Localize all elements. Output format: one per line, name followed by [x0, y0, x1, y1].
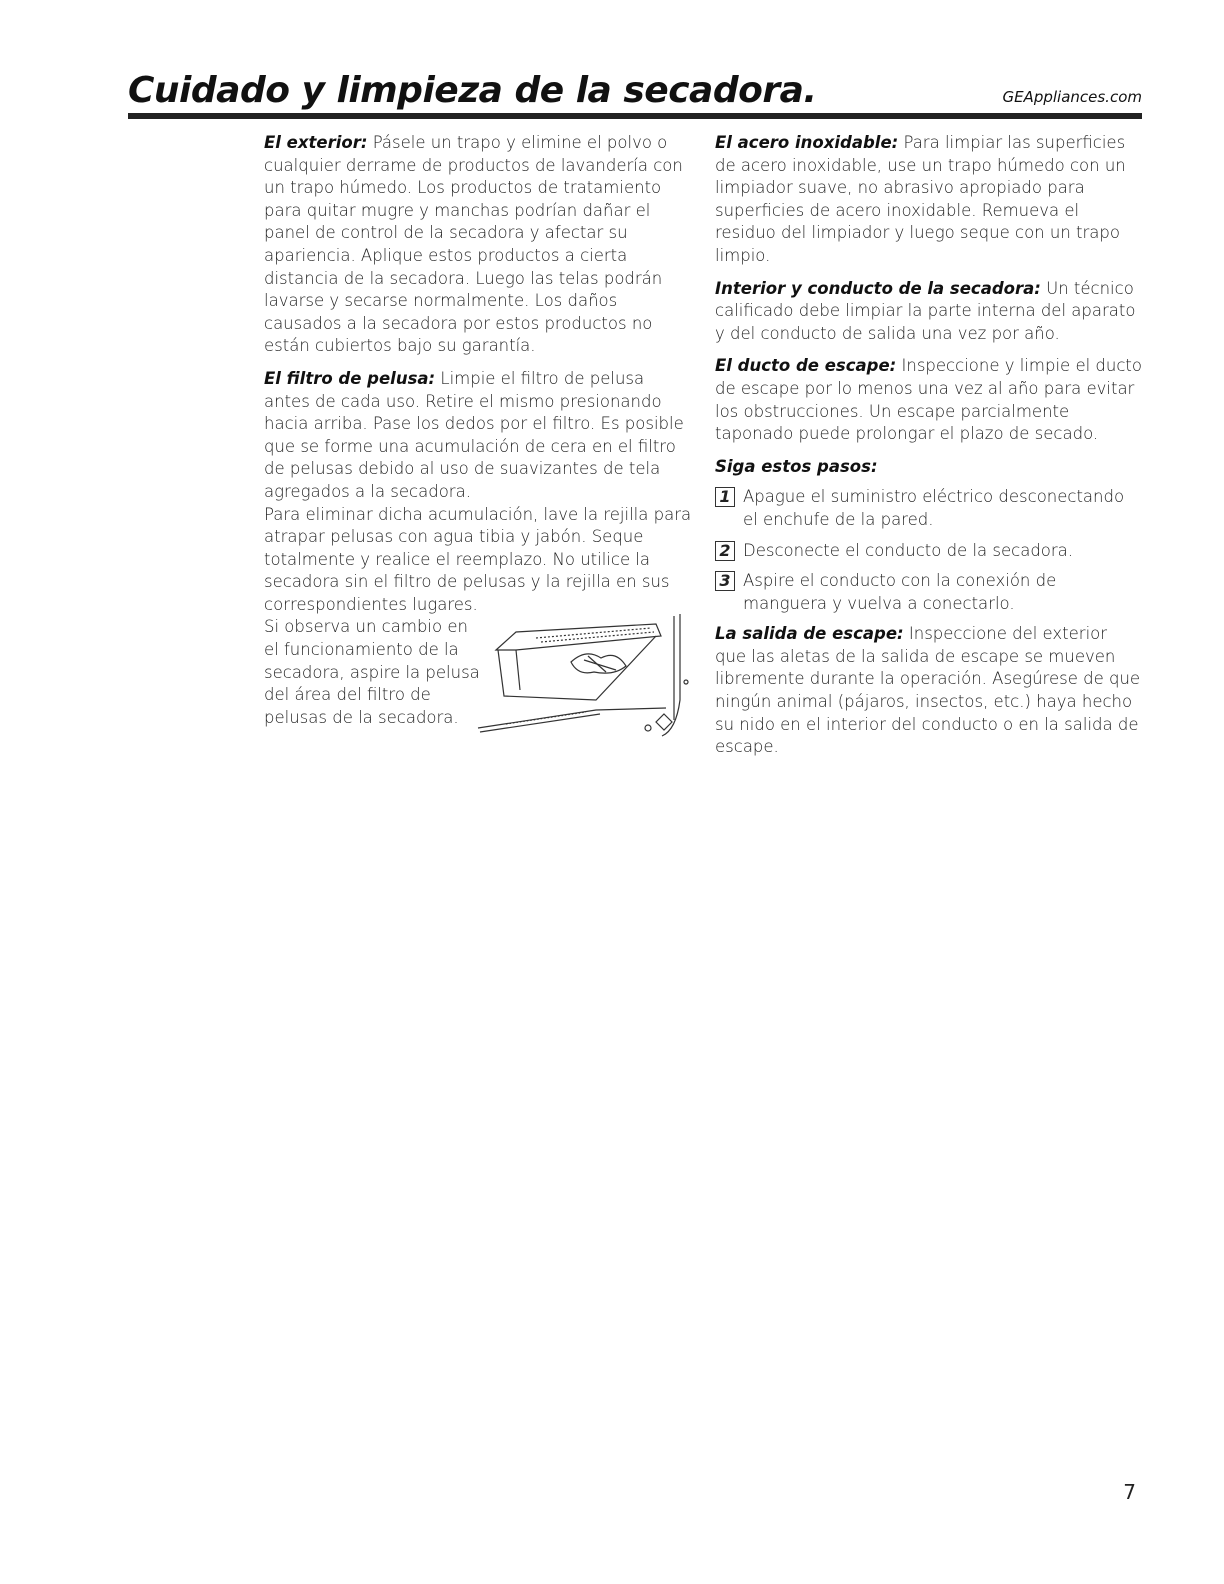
- page-number: 7: [1123, 1480, 1136, 1504]
- steel-paragraph: [715, 132, 1143, 268]
- left-column: [264, 132, 694, 734]
- step-number: 3: [715, 571, 735, 591]
- page-title: Cuidado y limpieza de la secadora.: [128, 70, 817, 111]
- exterior-paragraph: [264, 132, 694, 358]
- duct-paragraph: [715, 355, 1143, 445]
- filter-paragraph-2: Para eliminar dicha acumulación, lave la rejilla para atrapar pelusas con agua tibia y jabón. Seque totalmente y realice el reemplazo. No utilice la secadora sin el filtro de pelusas y la rejilla en sus correspondientes lugares.: [264, 504, 692, 614]
- filter-block: [264, 616, 694, 734]
- step-item: [715, 540, 1143, 563]
- header-divider: [128, 113, 1142, 119]
- vent-paragraph: [715, 623, 1143, 759]
- right-column: [715, 132, 1143, 769]
- duct-lead: El ducto de escape:: [715, 356, 897, 376]
- steps-heading: Siga estos pasos:: [715, 456, 878, 476]
- interior-body: Un técnico calificado debe limpiar la parte interna del aparato y del conducto de salida una vez por año.: [715, 278, 1136, 343]
- step-item: [715, 486, 1143, 531]
- exterior-body: Pásele un trapo y elimine el polvo o cualquier derrame de productos de lavandería con un trapo húmedo. Los productos de tratamiento para quitar mugre y manchas podrían dañar el panel de control de la secadora y afectar su apariencia. Aplique estos productos a cierta distancia de la secadora. Luego las telas podrán lavarse y secarse normalmente. Los daños causados a la secadora por estos productos no están cubiertos bajo su garantía.: [264, 133, 683, 356]
- interior-paragraph: [715, 278, 1143, 346]
- steel-body: Para limpiar las superficies de acero inoxidable, use un trapo húmedo con un limpiador suave, no abrasivo apropiado para superficies de acero inoxidable. Remueva el residuo del limpiador y luego seque con un trapo limpio.: [715, 133, 1126, 265]
- lint-filter-illustration-lines: [478, 614, 688, 736]
- filter-lead: El filtro de pelusa:: [264, 368, 436, 388]
- vent-lead: La salida de escape:: [715, 624, 904, 644]
- duct-body: Inspeccione y limpie el ducto de escape por lo menos una vez al año para evitar los obstrucciones. Un escape parcialmente taponado puede prolongar el plazo de secado.: [715, 356, 1142, 444]
- step-number: 2: [715, 541, 735, 561]
- step-item: [715, 570, 1143, 615]
- interior-lead: Interior y conducto de la secadora:: [715, 278, 1041, 298]
- step-number: 1: [715, 487, 735, 507]
- step-text: Desconecte el conducto de la secadora.: [743, 540, 1074, 560]
- vent-body: Inspeccione del exterior que las aletas de la salida de escape se mueven libremente durante la operación. Asegúrese de que ningún animal (pájaros, insectos, etc.) haya hecho su nido en el interior del conducto o en la salida de escape.: [715, 624, 1141, 757]
- exterior-lead: El exterior:: [264, 133, 368, 152]
- filter-body: Limpie el filtro de pelusa antes de cada uso. Retire el mismo presionando hacia arriba. Pase los dedos por el filtro. Es posible que se forme una acumulación de cera en el filtro de pelusas debido al uso de suavizantes de tela agregados a la secadora.: [264, 368, 684, 501]
- steel-lead: El acero inoxidable:: [715, 133, 899, 152]
- step-text: Apague el suministro eléctrico desconectando el enchufe de la pared.: [743, 487, 1125, 529]
- filter-paragraph: [264, 368, 694, 504]
- website-link[interactable]: GEAppliances.com: [1002, 88, 1142, 106]
- filter-paragraph-3: Si observa un cambio en el funcionamiento de la secadora, aspire la pelusa del área del filtro de pelusas de la secadora.: [264, 617, 480, 727]
- lint-filter-illustration: [476, 610, 694, 738]
- step-text: Aspire el conducto con la conexión de manguera y vuelva a conectarlo.: [743, 571, 1057, 613]
